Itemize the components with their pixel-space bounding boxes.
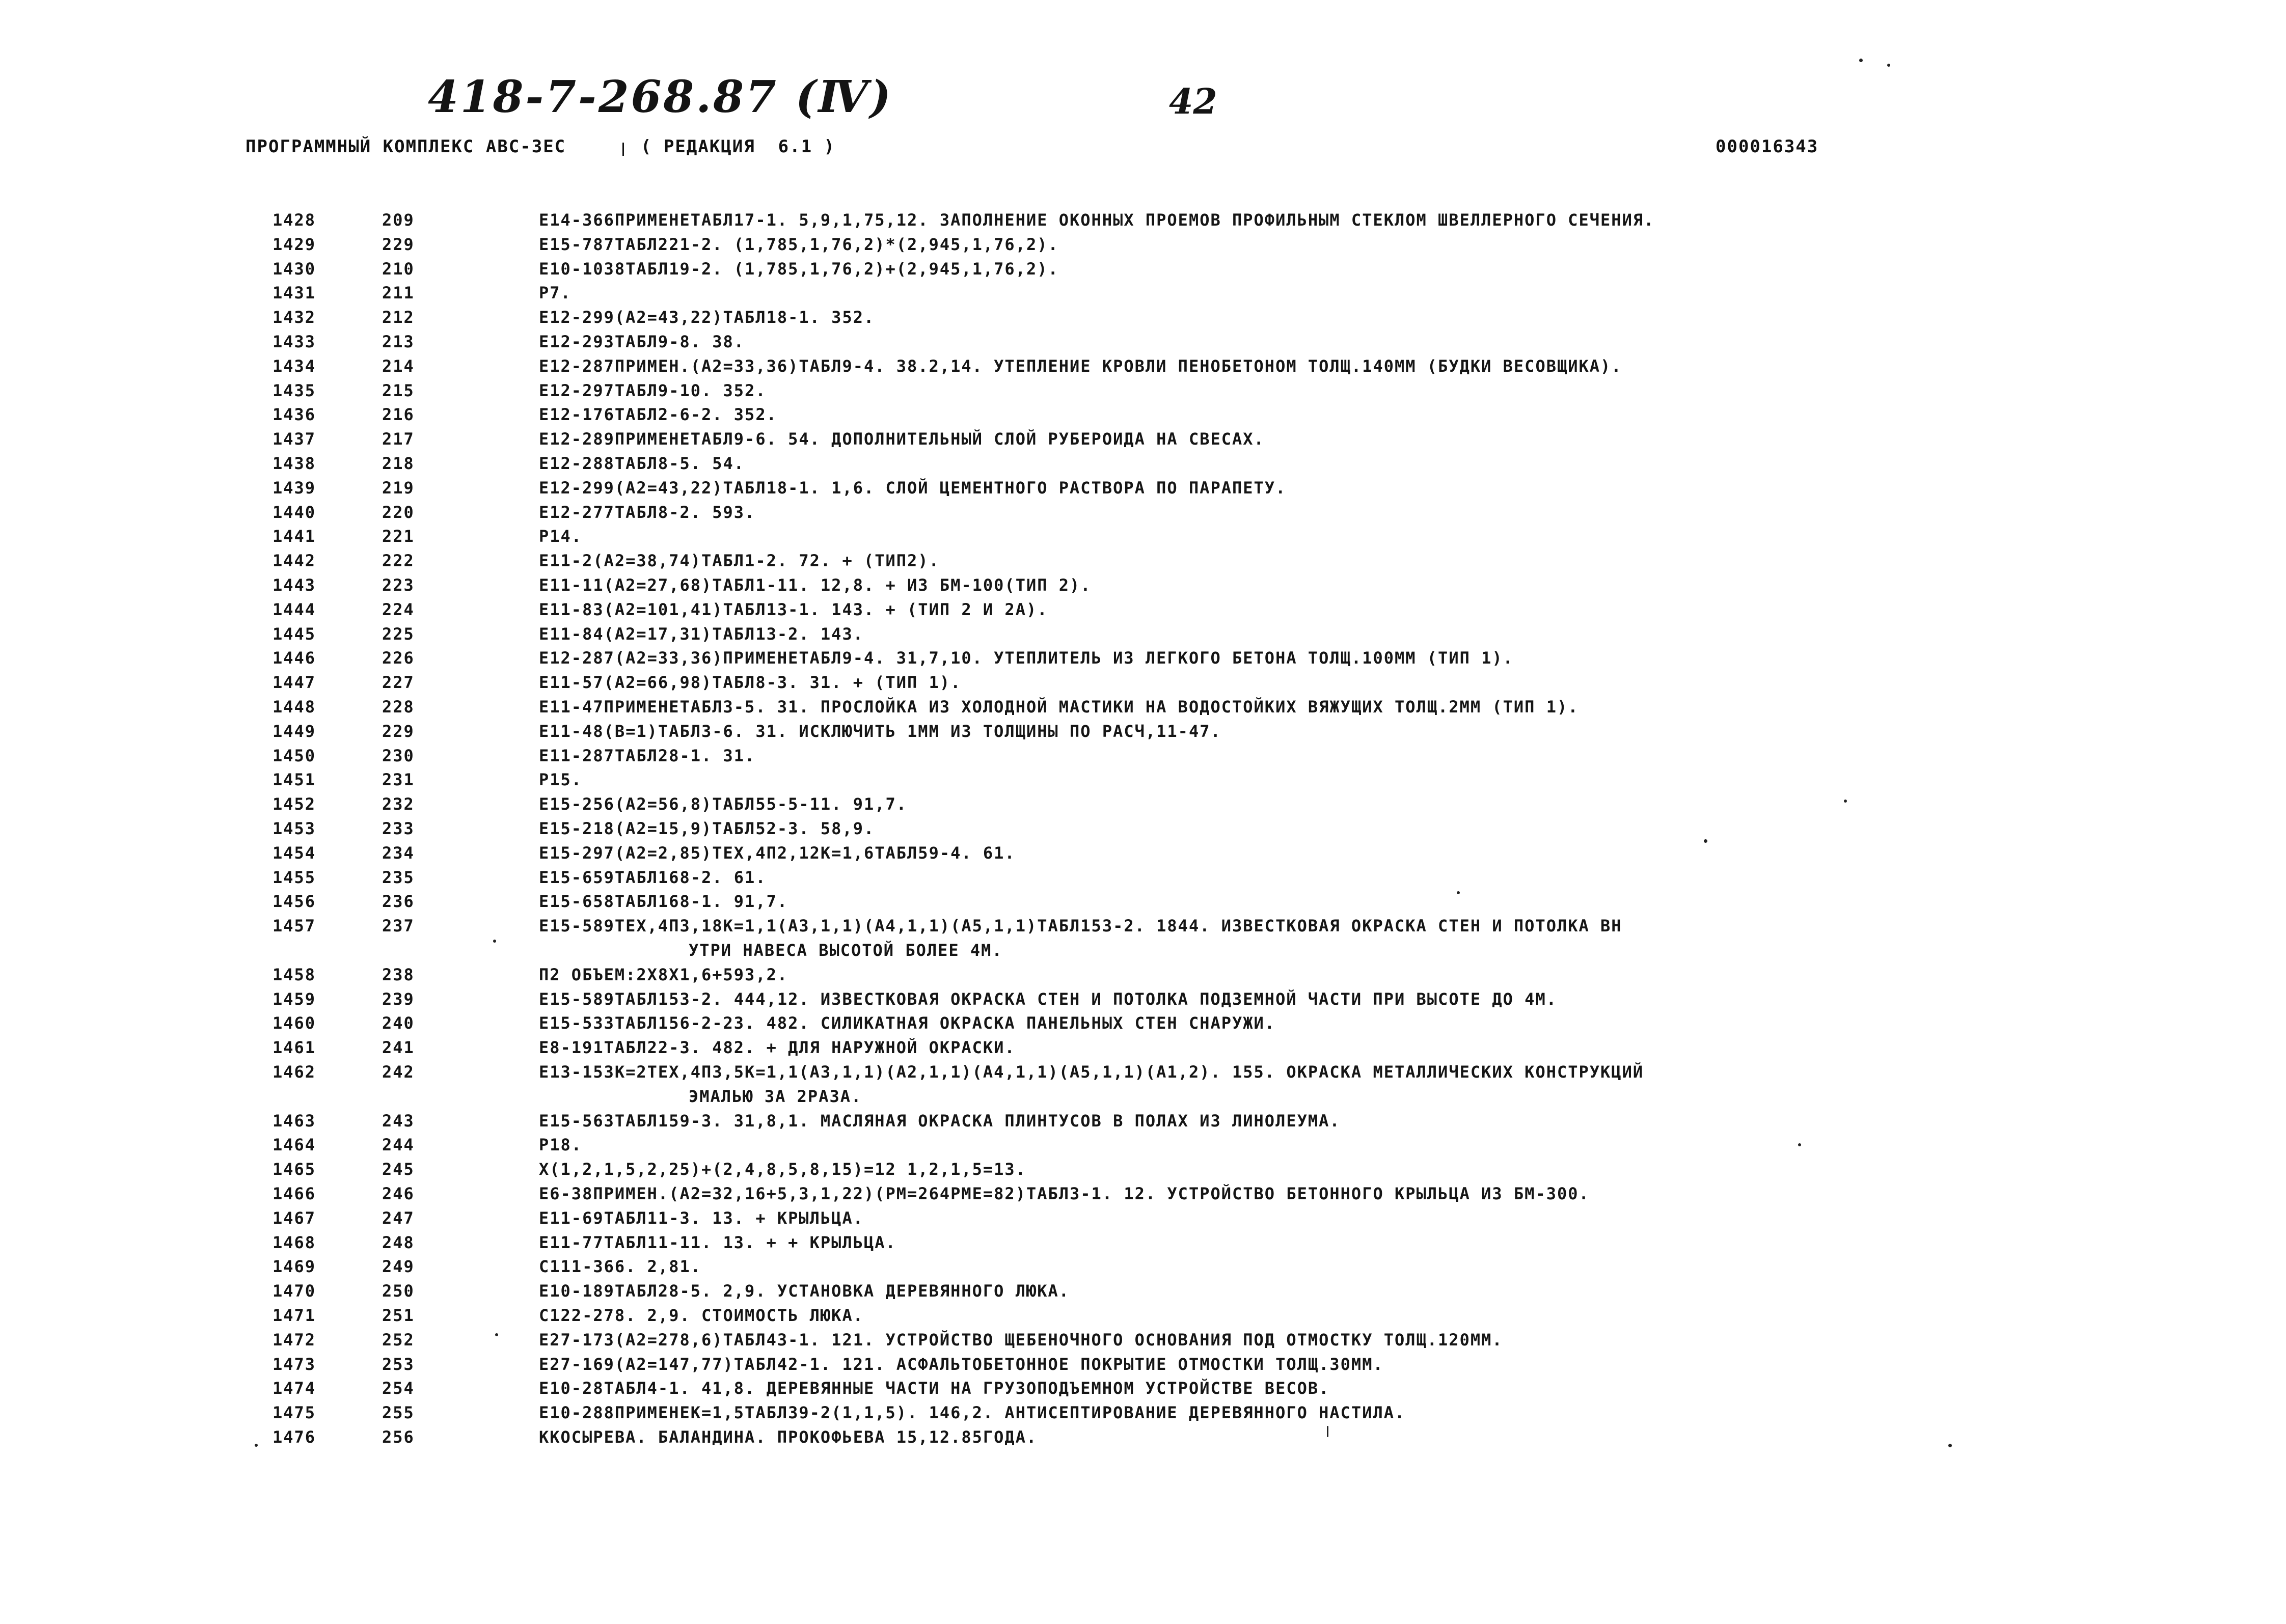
listing-row: [0, 355, 2286, 377]
line-item-number: 250: [382, 1281, 415, 1301]
listing-row: [0, 233, 2286, 256]
line-sequence-number: 1461: [273, 1038, 316, 1058]
listing-row: [0, 1377, 2286, 1399]
line-text: Е8-191ТАБЛ22-3. 482. + ДЛЯ НАРУЖНОЙ ОКРАСКИ.: [539, 1038, 1016, 1058]
listing-row: [0, 1329, 2286, 1351]
line-text: Е12-277ТАБЛ8-2. 593.: [539, 502, 756, 522]
line-item-number: 235: [382, 867, 415, 887]
scan-speck: [493, 940, 496, 943]
listing-row: [0, 1110, 2286, 1132]
line-text: ЭМАЛЬЮ ЗА 2РАЗА.: [689, 1086, 862, 1106]
line-text: Е15-533ТАБЛ156-2-23. 482. СИЛИКАТНАЯ ОКРАСКА ПАНЕЛЬНЫХ СТЕН СНАРУЖИ.: [539, 1013, 1276, 1033]
line-sequence-number: 1472: [273, 1330, 316, 1350]
line-item-number: 217: [382, 429, 415, 449]
line-item-number: 224: [382, 599, 415, 619]
listing-row: [0, 817, 2286, 840]
scan-speck: [1327, 1426, 1328, 1437]
listing-row: [0, 209, 2286, 231]
line-item-number: 244: [382, 1135, 415, 1155]
listing-row: [0, 964, 2286, 986]
line-item-number: 215: [382, 380, 415, 400]
line-sequence-number: 1431: [273, 283, 316, 303]
listing-row: [0, 1426, 2286, 1448]
line-text: Е15-787ТАБЛ221-2. (1,785,1,76,2)*(2,945,1,76,2).: [539, 234, 1059, 254]
listing-row: [0, 1158, 2286, 1180]
line-sequence-number: 1436: [273, 405, 316, 425]
scan-speck: [1457, 891, 1460, 894]
line-sequence-number: 1435: [273, 380, 316, 400]
line-item-number: 232: [382, 794, 415, 814]
line-text: Е15-563ТАБЛ159-3. 31,8,1. МАСЛЯНАЯ ОКРАСКА ПЛИНТУСОВ В ПОЛАХ ИЗ ЛИНОЛЕУМА.: [539, 1111, 1341, 1131]
scan-speck: [1844, 800, 1847, 803]
listing-row: [0, 1012, 2286, 1034]
line-sequence-number: 1439: [273, 478, 316, 498]
line-sequence-number: 1459: [273, 989, 316, 1009]
line-sequence-number: 1470: [273, 1281, 316, 1301]
handwritten-doc-code: 418-7-268.87 (Ⅳ): [428, 71, 893, 123]
line-text: С122-278. 2,9. СТОИМОСТЬ ЛЮКА.: [539, 1306, 864, 1325]
line-text: Е11-83(А2=101,41)ТАБЛ13-1. 143. + (ТИП 2 И 2А).: [539, 599, 1048, 619]
line-sequence-number: 1462: [273, 1062, 316, 1082]
line-item-number: 253: [382, 1354, 415, 1374]
listing-continuation-line: [0, 939, 2286, 961]
line-item-number: 227: [382, 673, 415, 693]
line-sequence-number: 1468: [273, 1232, 316, 1252]
listing-row: [0, 1255, 2286, 1278]
line-sequence-number: 1473: [273, 1354, 316, 1374]
listing-row: [0, 1134, 2286, 1156]
line-item-number: 212: [382, 308, 415, 327]
line-sequence-number: 1466: [273, 1184, 316, 1203]
line-text: Е12-176ТАБЛ2-6-2. 352.: [539, 405, 777, 425]
listing-row: [0, 452, 2286, 475]
line-item-number: 255: [382, 1403, 415, 1423]
line-sequence-number: 1432: [273, 308, 316, 327]
scan-speck: [1704, 839, 1707, 843]
line-sequence-number: 1428: [273, 210, 316, 230]
listing-row: [0, 1401, 2286, 1424]
line-sequence-number: 1452: [273, 794, 316, 814]
line-text: Е11-48(В=1)ТАБЛ3-6. 31. ИСКЛЮЧИТЬ 1ММ ИЗ ТОЛЩИНЫ ПО РАСЧ,11-47.: [539, 721, 1221, 741]
line-sequence-number: 1451: [273, 770, 316, 790]
line-text: Е15-658ТАБЛ168-1. 91,7.: [539, 892, 788, 912]
line-text: Е14-366ПРИМЕНЕТАБЛ17-1. 5,9,1,75,12. ЗАПОЛНЕНИЕ ОКОННЫХ ПРОЕМОВ ПРОФИЛЬНЫМ СТЕКЛОМ ШВЕЛЛЕРНОГО СЕЧЕНИЯ.: [539, 210, 1655, 230]
line-sequence-number: 1460: [273, 1013, 316, 1033]
line-text: Е15-589ТАБЛ153-2. 444,12. ИЗВЕСТКОВАЯ ОКРАСКА СТЕН И ПОТОЛКА ПОДЗЕМНОЙ ЧАСТИ ПРИ ВЫСОТЕ ДО 4М.: [539, 989, 1557, 1009]
line-text: УТРИ НАВЕСА ВЫСОТОЙ БОЛЕЕ 4М.: [689, 941, 1003, 960]
line-text: Е12-288ТАБЛ8-5. 54.: [539, 454, 745, 473]
line-text: Е10-1038ТАБЛ19-2. (1,785,1,76,2)+(2,945,1,76,2).: [539, 259, 1059, 279]
line-sequence-number: 1441: [273, 527, 316, 546]
line-text: Х(1,2,1,5,2,25)+(2,4,8,5,8,15)=12 1,2,1,5=13.: [539, 1160, 1026, 1179]
listing-row: [0, 306, 2286, 328]
line-sequence-number: 1474: [273, 1379, 316, 1398]
line-item-number: 242: [382, 1062, 415, 1082]
line-item-number: 240: [382, 1013, 415, 1033]
line-item-number: 243: [382, 1111, 415, 1131]
line-sequence-number: 1438: [273, 454, 316, 473]
line-item-number: 237: [382, 916, 415, 936]
listing-row: [0, 745, 2286, 767]
line-sequence-number: 1430: [273, 259, 316, 279]
line-text: Е10-28ТАБЛ4-1. 41,8. ДЕРЕВЯННЫЕ ЧАСТИ НА ГРУЗОПОДЪЕМНОМ УСТРОЙСТВЕ ВЕСОВ.: [539, 1379, 1330, 1398]
line-sequence-number: 1444: [273, 599, 316, 619]
scan-speck: [1798, 1143, 1801, 1146]
line-text: Р14.: [539, 527, 583, 546]
listing-row: [0, 598, 2286, 621]
line-item-number: 230: [382, 746, 415, 765]
line-text: Е11-77ТАБЛ11-11. 13. + + КРЫЛЬЦА.: [539, 1232, 896, 1252]
listing-continuation-line: [0, 1085, 2286, 1108]
line-sequence-number: 1437: [273, 429, 316, 449]
line-item-number: 218: [382, 454, 415, 473]
listing-row: [0, 574, 2286, 596]
line-text: Е10-189ТАБЛ28-5. 2,9. УСТАНОВКА ДЕРЕВЯННОГО ЛЮКА.: [539, 1281, 1070, 1301]
line-text: Е12-293ТАБЛ9-8. 38.: [539, 332, 745, 351]
listing-row: [0, 720, 2286, 742]
listing-row: [0, 915, 2286, 937]
line-text: Р7.: [539, 283, 572, 303]
line-item-number: 241: [382, 1038, 415, 1058]
listing-row: [0, 1280, 2286, 1302]
line-text: Е12-287(А2=33,36)ПРИМЕНЕТАБЛ9-4. 31,7,10. УТЕПЛИТЕЛЬ ИЗ ЛЕГКОГО БЕТОНА ТОЛЩ.100ММ (ТИП 1).: [539, 648, 1514, 668]
line-text: Е11-69ТАБЛ11-3. 13. + КРЫЛЬЦА.: [539, 1208, 864, 1228]
listing-row: [0, 647, 2286, 669]
line-text: П2 ОБЪЕМ:2Х8Х1,6+593,2.: [539, 965, 788, 984]
line-sequence-number: 1456: [273, 892, 316, 912]
line-item-number: 226: [382, 648, 415, 668]
listing-row: [0, 671, 2286, 694]
scan-speck: [1887, 64, 1890, 67]
line-item-number: 238: [382, 965, 415, 984]
listing-row: [0, 1231, 2286, 1254]
line-item-number: 225: [382, 624, 415, 644]
line-sequence-number: 1445: [273, 624, 316, 644]
line-sequence-number: 1467: [273, 1208, 316, 1228]
line-text: Е10-288ПРИМЕНЕК=1,5ТАБЛ39-2(1,1,5). 146,2. АНТИСЕПТИРОВАНИЕ ДЕРЕВЯННОГО НАСТИЛА.: [539, 1403, 1406, 1423]
line-item-number: 229: [382, 721, 415, 741]
program-header: ПРОГРАММНЫЙ КОМПЛЕКС АВС-3ЕС: [246, 136, 566, 157]
line-item-number: 233: [382, 819, 415, 838]
line-sequence-number: 1469: [273, 1257, 316, 1277]
line-item-number: 247: [382, 1208, 415, 1228]
header-separator: [622, 143, 624, 156]
line-item-number: 234: [382, 843, 415, 863]
line-text: Е11-57(А2=66,98)ТАБЛ8-3. 31. + (ТИП 1).: [539, 673, 962, 693]
line-sequence-number: 1457: [273, 916, 316, 936]
line-text: Е12-289ПРИМЕНЕТАБЛ9-6. 54. ДОПОЛНИТЕЛЬНЫЙ СЛОЙ РУБЕРОИДА НА СВЕСАХ.: [539, 429, 1265, 449]
line-item-number: 249: [382, 1257, 415, 1277]
line-sequence-number: 1446: [273, 648, 316, 668]
document-code-header: 000016343: [1716, 136, 1819, 157]
line-item-number: 239: [382, 989, 415, 1009]
edition-header: ( РЕДАКЦИЯ 6.1 ): [641, 136, 835, 157]
line-item-number: 209: [382, 210, 415, 230]
line-text: Е11-287ТАБЛ28-1. 31.: [539, 746, 756, 765]
line-sequence-number: 1458: [273, 965, 316, 984]
listing-row: [0, 1353, 2286, 1375]
line-text: С111-366. 2,81.: [539, 1257, 701, 1277]
listing-row: [0, 428, 2286, 450]
line-item-number: 256: [382, 1427, 415, 1447]
line-text: Е12-297ТАБЛ9-10. 352.: [539, 380, 767, 400]
listing-row: [0, 988, 2286, 1010]
line-sequence-number: 1447: [273, 673, 316, 693]
handwritten-page-number: 42: [1169, 81, 1217, 122]
line-text: Е13-153К=2ТЕХ,4П3,5К=1,1(А3,1,1)(А2,1,1)(А4,1,1)(А5,1,1)(А1,2). 155. ОКРАСКА МЕТАЛЛИЧЕСКИХ КОНСТРУКЦИЙ: [539, 1062, 1644, 1082]
line-text: Е12-299(А2=43,22)ТАБЛ18-1. 1,6. СЛОЙ ЦЕМЕНТНОГО РАСТВОРА ПО ПАРАПЕТУ.: [539, 478, 1287, 498]
line-item-number: 251: [382, 1306, 415, 1325]
listing-row: [0, 696, 2286, 718]
listing-row: [0, 866, 2286, 889]
line-item-number: 221: [382, 527, 415, 546]
scan-speck: [1859, 59, 1863, 62]
line-sequence-number: 1429: [273, 234, 316, 254]
line-text: Е15-589ТЕХ,4П3,18К=1,1(А3,1,1)(А4,1,1)(А5,1,1)ТАБЛ153-2. 1844. ИЗВЕСТКОВАЯ ОКРАСКА СТЕН И ПОТОЛКА ВН: [539, 916, 1622, 936]
listing-row: [0, 258, 2286, 280]
line-text: Е15-297(А2=2,85)ТЕХ,4П2,12К=1,6ТАБЛ59-4. 61.: [539, 843, 1016, 863]
line-item-number: 248: [382, 1232, 415, 1252]
line-text: Е11-11(А2=27,68)ТАБЛ1-11. 12,8. + ИЗ БМ-100(ТИП 2).: [539, 575, 1092, 595]
line-item-number: 219: [382, 478, 415, 498]
listing-row: [0, 842, 2286, 864]
line-text: Е27-169(А2=147,77)ТАБЛ42-1. 121. АСФАЛЬТОБЕТОННОЕ ПОКРЫТИЕ ОТМОСТКИ ТОЛЩ.30ММ.: [539, 1354, 1384, 1374]
listing-row: [0, 623, 2286, 645]
line-text: Е12-287ПРИМЕН.(А2=33,36)ТАБЛ9-4. 38.2,14. УТЕПЛЕНИЕ КРОВЛИ ПЕНОБЕТОНОМ ТОЛЩ.140ММ (БУДКИ ВЕСОВЩИКА).: [539, 356, 1622, 376]
line-text: Р18.: [539, 1135, 583, 1155]
line-text: Е15-256(А2=56,8)ТАБЛ55-5-11. 91,7.: [539, 794, 908, 814]
line-sequence-number: 1465: [273, 1160, 316, 1179]
line-sequence-number: 1464: [273, 1135, 316, 1155]
line-sequence-number: 1471: [273, 1306, 316, 1325]
listing-row: [0, 549, 2286, 572]
line-item-number: 216: [382, 405, 415, 425]
listing-row: [0, 1304, 2286, 1327]
line-sequence-number: 1448: [273, 697, 316, 717]
line-item-number: 214: [382, 356, 415, 376]
line-sequence-number: 1450: [273, 746, 316, 765]
scan-speck: [495, 1333, 498, 1336]
line-item-number: 229: [382, 234, 415, 254]
line-text: Е11-47ПРИМЕНЕТАБЛ3-5. 31. ПРОСЛОЙКА ИЗ ХОЛОДНОЙ МАСТИКИ НА ВОДОСТОЙКИХ ВЯЖУЩИХ ТОЛЩ.2ММ (ТИП 1).: [539, 697, 1579, 717]
listing-row: [0, 1182, 2286, 1205]
line-sequence-number: 1455: [273, 867, 316, 887]
listing-row: [0, 331, 2286, 353]
line-sequence-number: 1463: [273, 1111, 316, 1131]
scan-speck: [1948, 1444, 1952, 1447]
line-text: Е11-2(А2=38,74)ТАБЛ1-2. 72. + (ТИП2).: [539, 551, 940, 571]
line-sequence-number: 1454: [273, 843, 316, 863]
scan-speck: [255, 1444, 258, 1447]
line-sequence-number: 1440: [273, 502, 316, 522]
line-item-number: 236: [382, 892, 415, 912]
listing-row: [0, 1036, 2286, 1059]
line-item-number: 223: [382, 575, 415, 595]
line-item-number: 254: [382, 1379, 415, 1398]
listing-row: [0, 501, 2286, 524]
line-text: Е15-218(А2=15,9)ТАБЛ52-3. 58,9.: [539, 819, 875, 838]
listing-row: [0, 525, 2286, 547]
line-text: Е15-659ТАБЛ168-2. 61.: [539, 867, 767, 887]
line-item-number: 245: [382, 1160, 415, 1179]
listing-row: [0, 1207, 2286, 1229]
listing-row: [0, 379, 2286, 402]
listing-row: [0, 890, 2286, 913]
line-sequence-number: 1443: [273, 575, 316, 595]
listing-row: [0, 1061, 2286, 1083]
line-item-number: 211: [382, 283, 415, 303]
line-item-number: 222: [382, 551, 415, 571]
line-item-number: 228: [382, 697, 415, 717]
line-item-number: 246: [382, 1184, 415, 1203]
line-sequence-number: 1433: [273, 332, 316, 351]
listing-row: [0, 477, 2286, 499]
line-sequence-number: 1449: [273, 721, 316, 741]
listing-row: [0, 282, 2286, 304]
line-sequence-number: 1476: [273, 1427, 316, 1447]
listing-row: [0, 768, 2286, 791]
line-item-number: 220: [382, 502, 415, 522]
line-sequence-number: 1434: [273, 356, 316, 376]
listing-row: [0, 403, 2286, 426]
line-item-number: 231: [382, 770, 415, 790]
line-text: Е12-299(А2=43,22)ТАБЛ18-1. 352.: [539, 308, 875, 327]
line-item-number: 252: [382, 1330, 415, 1350]
line-item-number: 210: [382, 259, 415, 279]
listing-row: [0, 793, 2286, 815]
line-item-number: 213: [382, 332, 415, 351]
line-text: Е27-173(А2=278,6)ТАБЛ43-1. 121. УСТРОЙСТВО ЩЕБЕНОЧНОГО ОСНОВАНИЯ ПОД ОТМОСТКУ ТОЛЩ.120ММ.: [539, 1330, 1503, 1350]
line-sequence-number: 1453: [273, 819, 316, 838]
line-text: Р15.: [539, 770, 583, 790]
line-sequence-number: 1442: [273, 551, 316, 571]
line-text: Е11-84(А2=17,31)ТАБЛ13-2. 143.: [539, 624, 864, 644]
line-sequence-number: 1475: [273, 1403, 316, 1423]
line-text: ККОСЫРЕВА. БАЛАНДИНА. ПРОКОФЬЕВА 15,12.85ГОДА.: [539, 1427, 1038, 1447]
line-text: Е6-38ПРИМЕН.(А2=32,16+5,3,1,22)(РМ=264РМЕ=82)ТАБЛ3-1. 12. УСТРОЙСТВО БЕТОННОГО КРЫЛЬЦА ИЗ БМ-300.: [539, 1184, 1590, 1203]
